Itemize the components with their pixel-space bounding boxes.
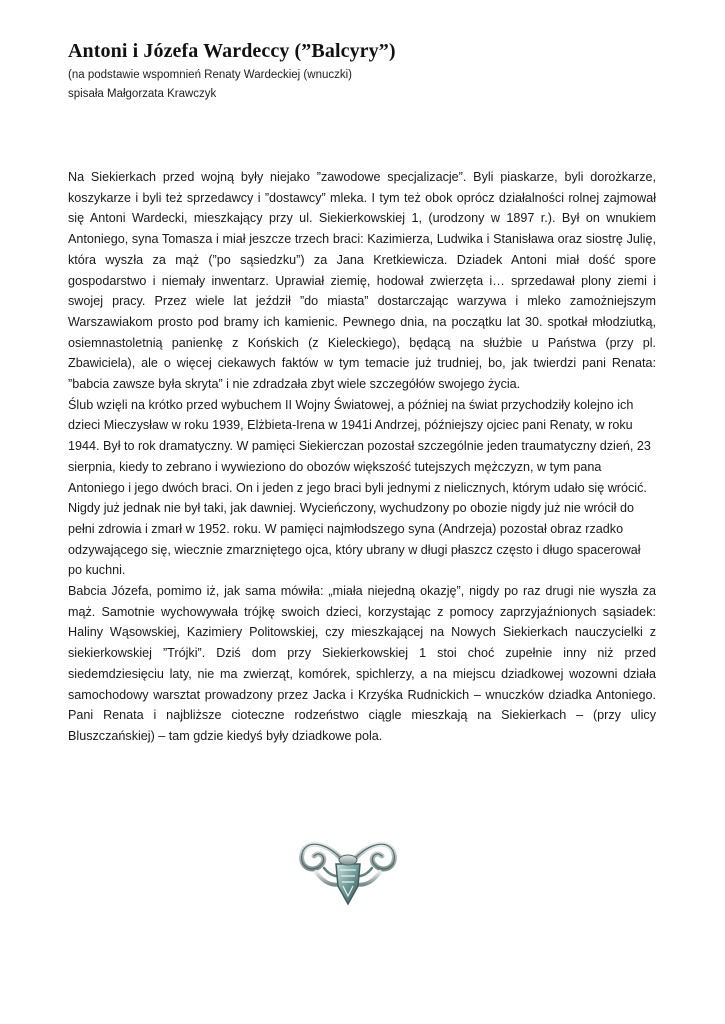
paragraph-2: Ślub wzięli na krótko przed wybuchem II Wojny Światowej, a później na świat przychodziły kolejno ich dzieci Mieczysław w roku 1939, Elżbieta-Irena w 1941i Andrzej, późniejszy ojciec pani Renaty, w roku 1944. Był to rok dramatyczny. W pamięci Siekierczan pozostał szczególnie jeden traumatyczny dzień, 23 sierpnia, kiedy to zebrano i wywieziono do obozów większość tutejszych mężczyzn, w tym pana Antoniego i jego dwóch braci. On i jeden z jego braci byli jednymi z nielicznych, którym udało się wrócić. Nigdy już jednak nie był taki, jak dawniej. Wycieńczony, wychudzony po obozie nigdy już nie wrócił do pełni zdrowia i zmarł w 1952. roku. W pamięci najmłodszego syna (Andrzeja) pozostał obraz rzadko odzywającego się, wiecznie zmarzniętego ojca, który ubrany w długi płaszcz często i długo spacerował po kuchni. (68, 397, 651, 578)
paragraph-3: Babcia Józefa, pomimo iż, jak sama mówiła: „miała niejedną okazję”, nigdy po raz drugi nie wyszła za mąż. Samotnie wychowywała trójkę swoich dzieci, korzystając z pomocy zaprzyjaźnionych sąsiadek: Haliny Wąsowskiej, Kazimiery Politowskiej, czy mieszkającej na Nowych Siekierkach nauczycielki z siekierkowskiej ”Trójki”. Dziś dom przy Siekierkowskiej 1 stoi choć zupełnie inny niż przed siedemdziesięciu laty, nie ma zwierząt, komórek, spichlerzy, a na miejscu dziadkowej wozowni działa samochodowy warsztat prowadzony przez Jacka i Krzyśka Rudnickich – wnuczków dziadka Antoniego. Pani Renata i najbliższe cioteczne rodzeństwo ciągle mieszkają na Siekierkach – (przy ulicy Bluszczańskiej) – tam gdzie kiedyś były dziadkowe pola. (68, 584, 656, 743)
subtitle-source: (na podstawie wspomnień Renaty Wardeckiej (wnuczki) (68, 69, 352, 81)
document-title: Antoni i Józefa Wardeccy (”Balcyry”) (68, 40, 396, 62)
subtitle-author: spisała Małgorzata Krawczyk (68, 88, 217, 100)
brooch-ornament-icon (296, 828, 400, 914)
paragraph-1: Na Siekierkach przed wojną były niejako ”zawodowe specjalizacje”. Byli piaskarze, byli dorożkarze, koszykarze i byli też sprzedawcy i ”dostawcy” mleka. I tym też obok oprócz działalności rolnej zajmował się Antoni Wardecki, mieszkający przy ul. Siekierkowskiej 1, (urodzony w 1897 r.). Był on wnukiem Antoniego, syna Tomasza i miał jeszcze trzech braci: Kazimierza, Ludwika i Stanisława oraz siostrę Julię, która wyszła za mąż (”po sąsiedzku”) za Jana Kretkiewicza. Dziadek Antoni miał dość spore gospodarstwo i niemały inwentarz. Uprawiał ziemię, hodował zwierzęta i… sprzedawał plony ziemi i swojej pracy. Przez wiele lat jeździł ”do miasta” dostarczając warzywa i mleko zamożniejszym Warszawiakom prosto pod bramy ich kamienic. Pewnego dnia, na początku lat 30. spotkał młodziutką, osiemnastoletnią panienkę z Końskich (z Kieleckiego), będącą na służbie u Państwa (przy pl. Zbawiciela), ale o więcej ciekawych faktów w tym temacie już trudniej, bo, jak twierdzi pani Renata: ”babcia zawsze była skryta” i nie zdradzała zbyt wiele szczegółów swojego życia. (68, 170, 656, 392)
article-body (68, 167, 656, 747)
